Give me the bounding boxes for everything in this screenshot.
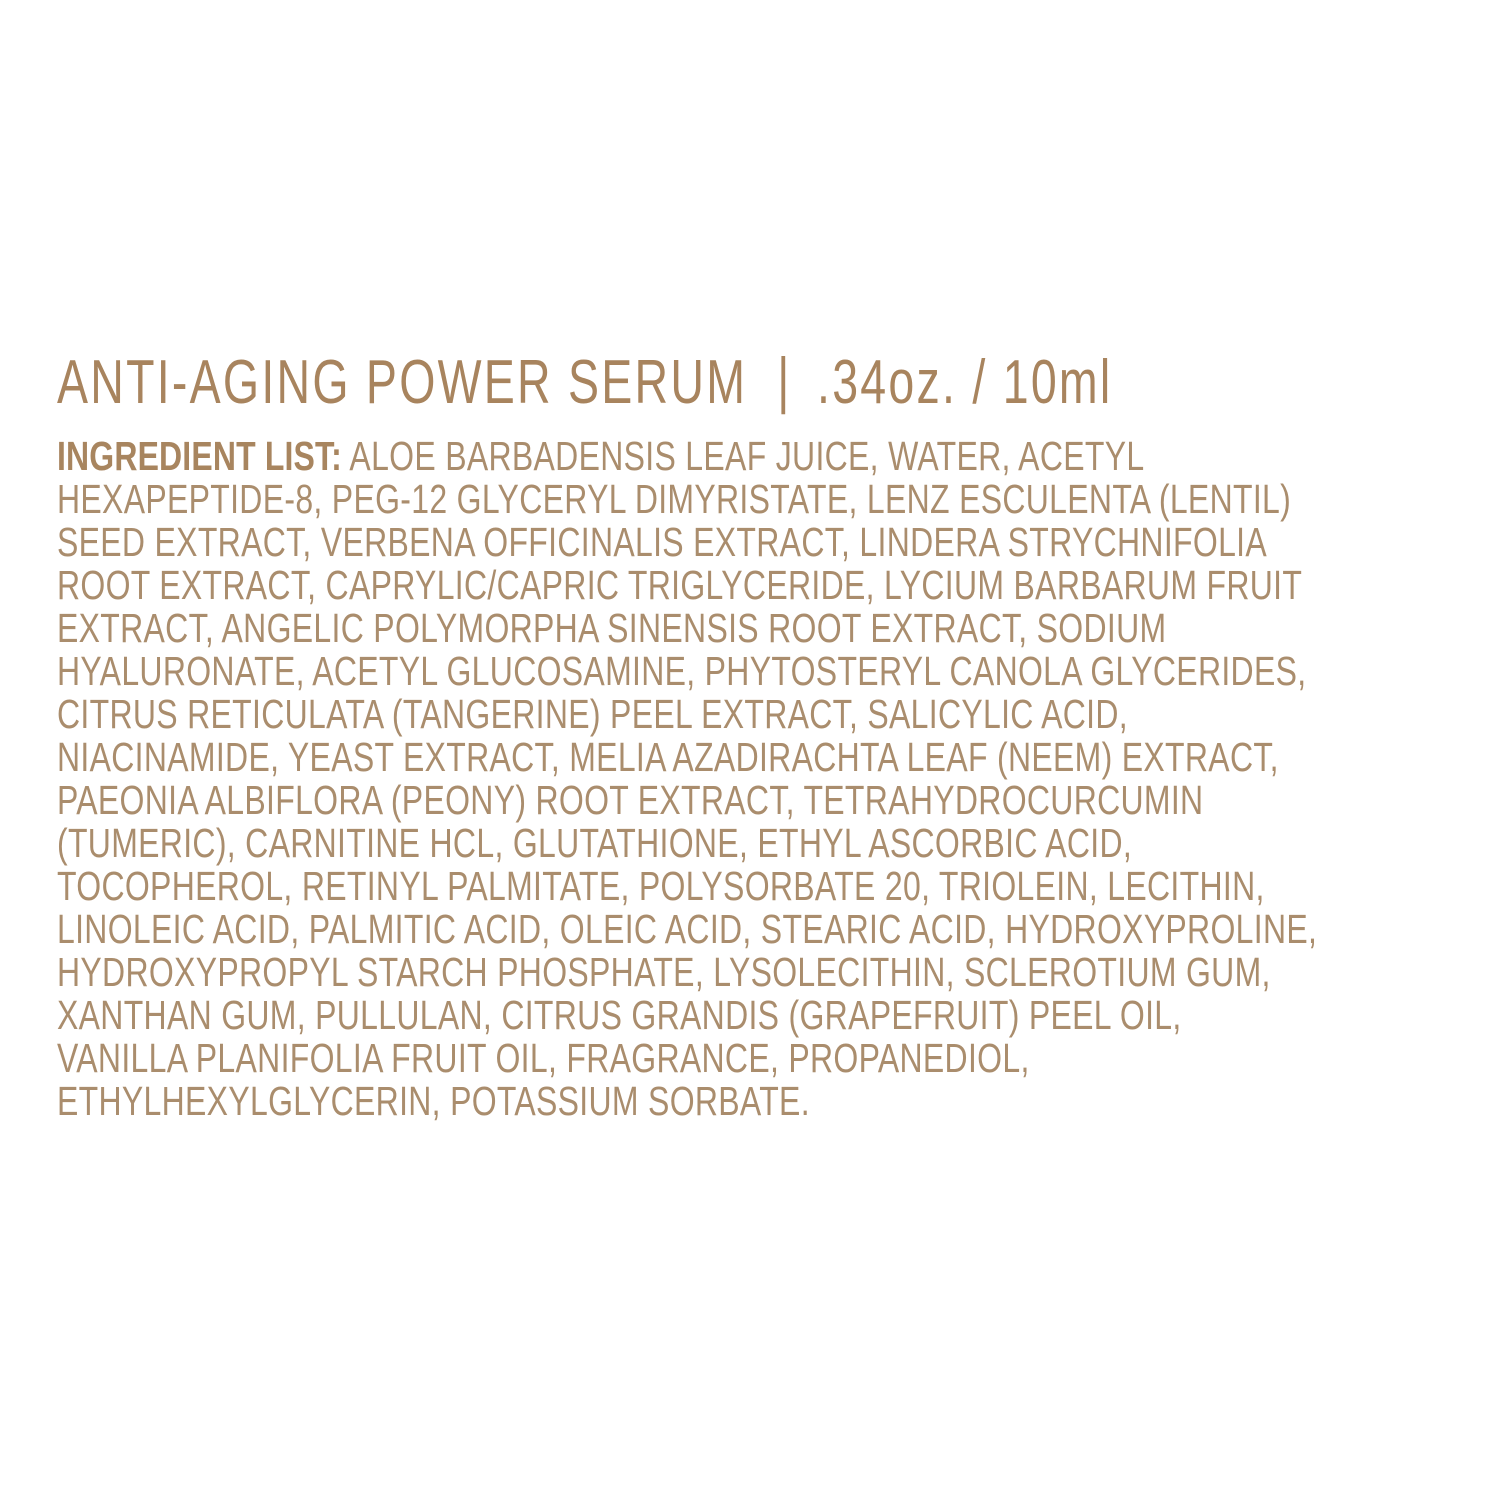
product-volume: .34oz. / 10ml bbox=[817, 348, 1113, 417]
ingredient-line: ROOT EXTRACT, CAPRYLIC/CAPRIC TRIGLYCERIDE, LYCIUM BARBARUM FRUIT bbox=[57, 562, 1303, 608]
ingredient-line: HYALURONATE, ACETYL GLUCOSAMINE, PHYTOSTERYL CANOLA GLYCERIDES, bbox=[57, 648, 1307, 694]
ingredient-line: TOCOPHEROL, RETINYL PALMITATE, POLYSORBATE 20, TRIOLEIN, LECITHIN, bbox=[57, 863, 1265, 909]
ingredient-line: EXTRACT, ANGELIC POLYMORPHA SINENSIS ROOT EXTRACT, SODIUM bbox=[57, 605, 1167, 651]
ingredient-line: ETHYLHEXYLGLYCERIN, POTASSIUM SORBATE. bbox=[57, 1078, 810, 1124]
ingredient-line: NIACINAMIDE, YEAST EXTRACT, MELIA AZADIRACHTA LEAF (NEEM) EXTRACT, bbox=[57, 734, 1279, 780]
ingredient-line: LINOLEIC ACID, PALMITIC ACID, OLEIC ACID, STEARIC ACID, HYDROXYPROLINE, bbox=[57, 906, 1318, 952]
label-block bbox=[57, 346, 1500, 1124]
ingredient-line: XANTHAN GUM, PULLULAN, CITRUS GRANDIS (GRAPEFRUIT) PEEL OIL, bbox=[57, 992, 1182, 1038]
ingredient-line: (TUMERIC), CARNITINE HCL, GLUTATHIONE, ETHYL ASCORBIC ACID, bbox=[57, 820, 1133, 866]
ingredient-line: HEXAPEPTIDE-8, PEG-12 GLYCERYL DIMYRISTATE, LENZ ESCULENTA (LENTIL) bbox=[57, 476, 1292, 522]
ingredient-list-label: INGREDIENT LIST: bbox=[57, 433, 342, 479]
ingredient-line: PAEONIA ALBIFLORA (PEONY) ROOT EXTRACT, TETRAHYDROCURCUMIN bbox=[57, 777, 1204, 823]
ingredient-list bbox=[57, 435, 1500, 1123]
ingredient-line: HYDROXYPROPYL STARCH PHOSPHATE, LYSOLECITHIN, SCLEROTIUM GUM, bbox=[57, 949, 1271, 995]
product-title-row bbox=[57, 346, 1139, 417]
ingredient-line: SEED EXTRACT, VERBENA OFFICINALIS EXTRACT, LINDERA STRYCHNIFOLIA bbox=[57, 519, 1268, 565]
ingredient-line: CITRUS RETICULATA (TANGERINE) PEEL EXTRACT, SALICYLIC ACID, bbox=[57, 691, 1128, 737]
ingredient-text: ALOE BARBADENSIS LEAF JUICE, WATER, ACETYL bbox=[349, 433, 1145, 479]
product-name: ANTI-AGING POWER SERUM bbox=[57, 348, 748, 417]
ingredient-line bbox=[57, 435, 1183, 478]
ingredient-line: VANILLA PLANIFOLIA FRUIT OIL, FRAGRANCE, PROPANEDIOL, bbox=[57, 1035, 1030, 1081]
title-separator: | bbox=[777, 346, 792, 415]
